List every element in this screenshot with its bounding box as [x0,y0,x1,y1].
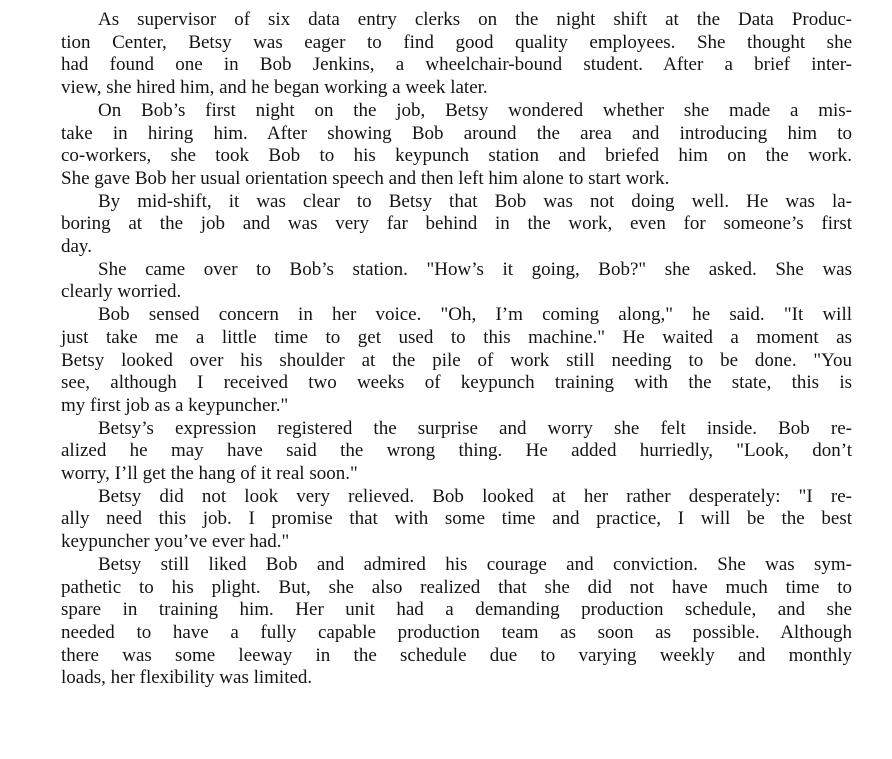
text-line: Betsy did not look very relieved. Bob looked at her rather desperately: "I re- [98,485,852,507]
text-line: worry, I’ll get the hang of it real soon." [61,463,358,485]
text-line: take in hiring him. After showing Bob around the area and introducing him to [61,122,852,144]
text-line: loads, her flexibility was limited. [61,667,313,689]
text-line: my first job as a keypuncher." [61,394,289,416]
text-line: day. [61,236,92,258]
paragraph [61,554,852,690]
text-line: Betsy’s expression registered the surprise and worry she felt inside. Bob re- [98,417,852,439]
paragraph [61,418,852,486]
text-line: Betsy still liked Bob and admired his courage and conviction. She was sym- [98,553,852,575]
paragraph [61,259,852,304]
text-line: Bob sensed concern in her voice. "Oh, I’m coming along," he said. "It will [98,304,852,326]
text-line: see, although I received two weeks of keypunch training with the state, this is [61,372,852,394]
paragraph [61,100,852,191]
text-line: view, she hired him, and he began working a week later. [61,77,488,99]
text-line: co-workers, she took Bob to his keypunch station and briefed him on the work. [61,145,852,167]
paragraph [61,9,852,100]
text-line: had found one in Bob Jenkins, a wheelchair-bound student. After a brief inter- [61,54,852,76]
text-line: needed to have a fully capable production team as soon as possible. Although [61,621,852,643]
text-line: alized he may have said the wrong thing. He added hurriedly, "Look, don’t [61,440,852,462]
text-line: there was some leeway in the schedule due to varying weekly and monthly [61,644,852,666]
text-line: Betsy looked over his shoulder at the pile of work still needing to be done. "You [61,349,852,371]
text-line: She came over to Bob’s station. "How’s it going, Bob?" she asked. She was [98,258,852,280]
document-body [61,9,852,690]
paragraph [61,304,852,418]
text-line: keypuncher you’ve ever had." [61,531,290,553]
text-line: clearly worried. [61,281,182,303]
text-line: ally need this job. I promise that with some time and practice, I will be the best [61,508,852,530]
paragraph [61,486,852,554]
text-line: tion Center, Betsy was eager to find good quality employees. She thought she [61,31,852,53]
text-line: pathetic to his plight. But, she also realized that she did not have much time to [61,576,852,598]
text-line: By mid-shift, it was clear to Betsy that Bob was not doing well. He was la- [98,190,852,212]
text-line: spare in training him. Her unit had a demanding production schedule, and she [61,599,852,621]
text-line: She gave Bob her usual orientation speech and then left him alone to start work. [61,167,670,189]
text-line: On Bob’s first night on the job, Betsy wondered whether she made a mis- [98,99,852,121]
paragraph [61,191,852,259]
text-line: boring at the job and was very far behind in the work, even for someone’s first [61,213,852,235]
text-line: just take me a little time to get used to this machine." He waited a moment as [61,326,852,348]
text-line: As supervisor of six data entry clerks on the night shift at the Data Produc- [98,9,852,30]
